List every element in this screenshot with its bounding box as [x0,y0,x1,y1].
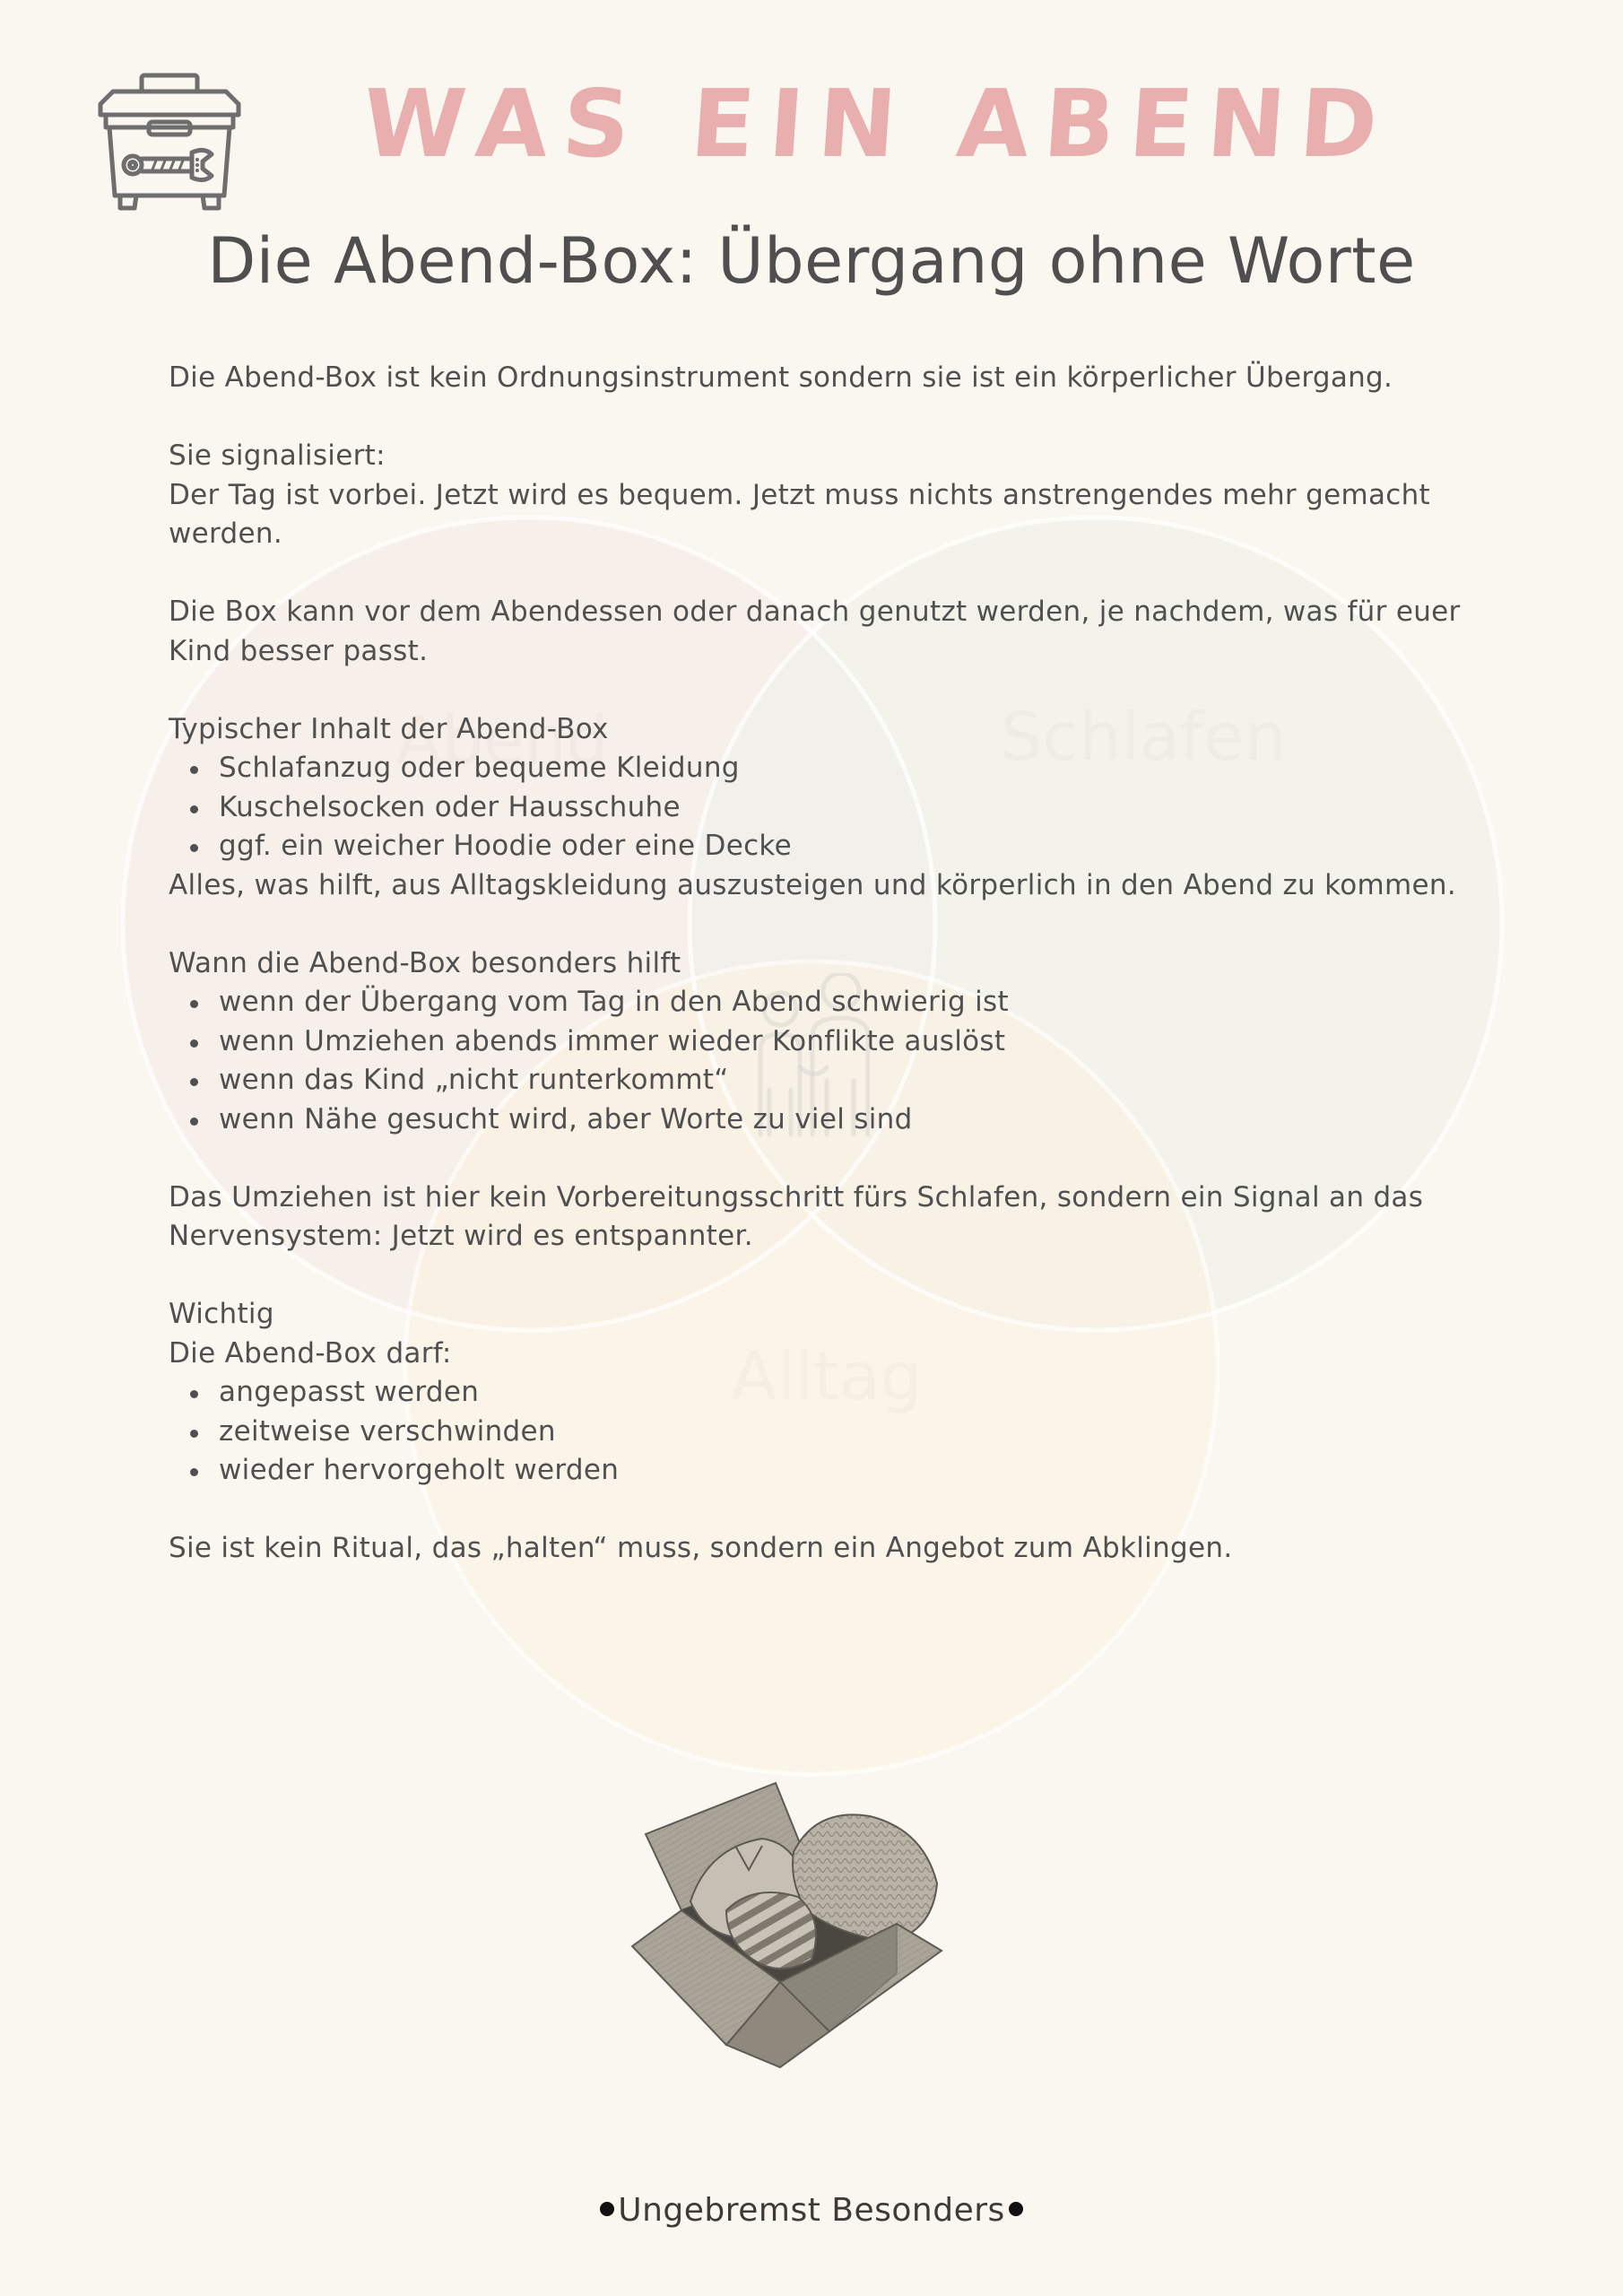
signal-section [169,437,1496,554]
bullet-dot-icon [600,2202,614,2216]
page-title: Die Abend-Box: Übergang ohne Worte [207,224,1416,298]
toolbox-icon [84,72,255,211]
important-heading: Wichtig [169,1298,274,1330]
contents-list [169,749,1496,866]
footer-brand: Ungebremst Besonders [618,2192,1005,2229]
list-item: angepasst werden [219,1373,1496,1413]
list-item: wenn das Kind „nicht runterkommt“ [219,1061,1496,1100]
important-section [169,1295,1496,1491]
list-item: wieder hervorgeholt werden [219,1451,1496,1491]
contents-heading: Typischer Inhalt der Abend-Box [169,712,609,745]
timing-paragraph: Die Box kann vor dem Abendessen oder danach genutzt werden, je nachdem, was für euer Kind besser passt. [169,596,1461,667]
brand-title: WAS EIN ABEND [359,69,1396,178]
contents-section [169,710,1496,906]
helps-list [169,983,1496,1139]
list-item: zeitweise verschwinden [219,1413,1496,1452]
closing-paragraph: Sie ist kein Ritual, das „halten“ muss, sondern ein Angebot zum Abklingen. [169,1532,1233,1564]
bullet-dot-icon [1009,2202,1023,2216]
important-intro: Die Abend-Box darf: [169,1336,452,1370]
intro-paragraph: Die Abend-Box ist kein Ordnungsinstrument sondern sie ist ein körperlicher Übergang. [169,361,1393,394]
helps-heading: Wann die Abend-Box besonders hilft [169,946,681,979]
signal-text: Der Tag ist vorbei. Jetzt wird es bequem. Jetzt muss nichts anstrengendes mehr gemacht werden. [169,478,1431,550]
helps-section [169,944,1496,1140]
article-body [169,359,1496,1607]
list-item: wenn Nähe gesucht wird, aber Worte zu viel sind [219,1100,1496,1140]
nervous-system-paragraph: Das Umziehen ist hier kein Vorbereitungsschritt fürs Schlafen, sondern ein Signal an das Nervensystem: Jetzt wird es entspannter. [169,1180,1424,1252]
list-item: ggf. ein weicher Hoodie oder eine Decke [219,827,1496,866]
list-item: wenn der Übergang vom Tag in den Abend schwierig ist [219,983,1496,1022]
signal-heading: Sie signalisiert: [169,439,386,472]
list-item: Kuschelsocken oder Hausschuhe [219,788,1496,828]
footer [0,2188,1623,2233]
clothes-box-illustration [628,1776,977,2072]
list-item: Schlafanzug oder bequeme Kleidung [219,749,1496,788]
important-list [169,1373,1496,1491]
contents-summary: Alles, was hilft, aus Alltagskleidung auszusteigen und körperlich in den Abend zu kommen. [169,868,1457,901]
list-item: wenn Umziehen abends immer wieder Konflikte auslöst [219,1022,1496,1062]
